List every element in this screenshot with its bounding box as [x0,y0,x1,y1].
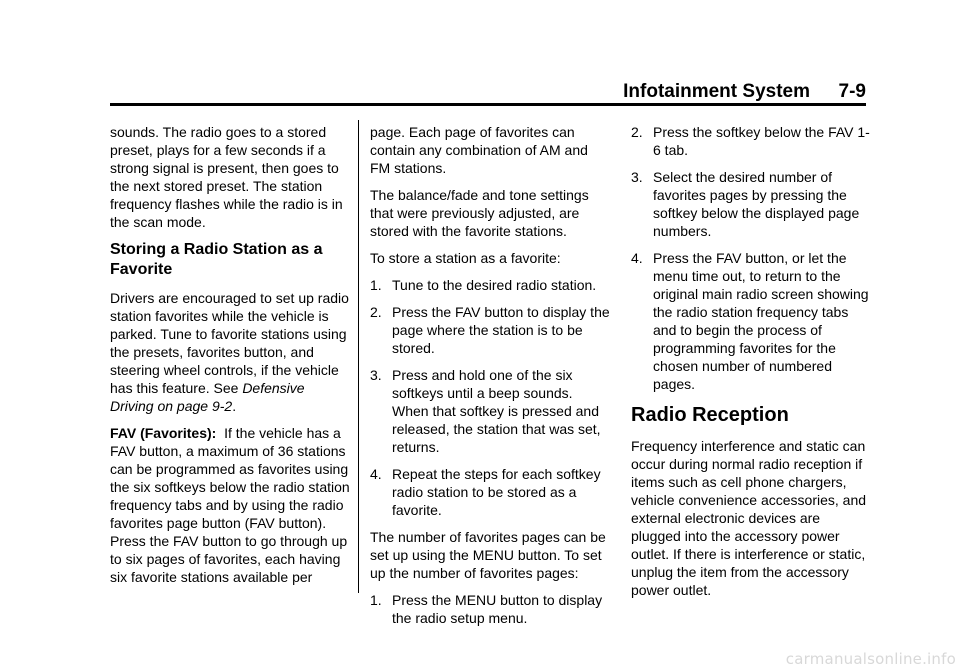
step-number: 4. [370,466,382,482]
step-text: Press the MENU button to display the radio setup menu. [392,592,603,626]
paragraph-text: Drivers are encouraged to set up radio station favorites while the vehicle is parked. Tune to favorite stations using the presets, favorites button, and steering wheel controls, if the vehicle has this feature. See [110,290,349,396]
cross-reference-link[interactable]: Defensive Driving on page 9-2 [110,380,305,414]
column-2 [370,123,610,636]
watermark: carmanualsonline.info [785,650,956,668]
step-number: 1. [370,277,382,293]
section-title: Infotainment System [623,81,810,102]
paragraph-end: . [232,398,237,414]
column-divider [358,120,359,593]
list-item [631,123,871,159]
step-number: 2. [631,124,643,140]
step-number: 4. [631,250,643,266]
step-text: Press the softkey below the FAV 1-6 tab. [653,124,870,158]
step-number: 3. [370,367,382,383]
column-3 [631,123,871,608]
paragraph [110,289,352,415]
header-rule [110,103,866,106]
paragraph: page. Each page of favorites can contain any combination of AM and FM stations. [370,124,588,176]
fav-label: FAV (Favorites): [110,425,217,441]
step-text: Tune to the desired radio station. [392,277,597,293]
subheading-storing-favorite: Storing a Radio Station as a Favorite [110,241,323,278]
paragraph: Frequency interference and static can occur during normal radio reception if items such as cell phone chargers, vehicle convenience accessories, and external electronic devices are plugged into the accessory power outlet. If there is interference or static, unplug the item from the accessory power outlet. [631,438,867,598]
step-text: Press and hold one of the six softkeys until a beep sounds. When that softkey is pressed and released, the station that was set, returns. [392,367,601,455]
list-item [631,168,871,240]
heading-radio-reception: Radio Reception [631,404,789,426]
step-number: 2. [370,304,382,320]
paragraph: sounds. The radio goes to a stored preset, plays for a few seconds if a strong signal is present, then goes to the next stored preset. The station frequency flashes while the radio is in the scan mode. [110,124,343,230]
fav-text: If the vehicle has a FAV button, a maximum of 36 stations can be programmed as favorites using the six softkeys below the radio station frequency tabs and by using the radio favorites page button (FAV button). Press the FAV button to go through up to six pages of favorites, each having six favorite stations available per [110,425,350,585]
step-text: Press the FAV button, or let the menu time out, to return to the original main radio screen showing the radio station frequency tabs and to begin the process of programming favorites for the chosen number of numbered pages. [653,250,869,392]
list-item [370,465,610,519]
step-text: Select the desired number of favorites pages by pressing the softkey below the displayed page numbers. [653,169,860,239]
paragraph: To store a station as a favorite: [370,250,561,266]
paragraph: The balance/fade and tone settings that were previously adjusted, are stored with the favorite stations. [370,187,589,239]
step-text: Press the FAV button to display the page where the station is to be stored. [392,304,610,356]
list-item [370,303,610,357]
list-item [370,591,610,627]
column-1 [110,123,352,595]
list-item [631,249,871,393]
page-number: 7-9 [838,81,866,102]
list-item [370,366,610,456]
page-header [110,76,866,106]
paragraph [110,424,352,586]
step-number: 1. [370,592,382,608]
paragraph: The number of favorites pages can be set up using the MENU button. To set up the number of favorites pages: [370,529,606,581]
step-number: 3. [631,169,643,185]
list-item [370,276,610,294]
step-text: Repeat the steps for each softkey radio station to be stored as a favorite. [392,466,601,518]
